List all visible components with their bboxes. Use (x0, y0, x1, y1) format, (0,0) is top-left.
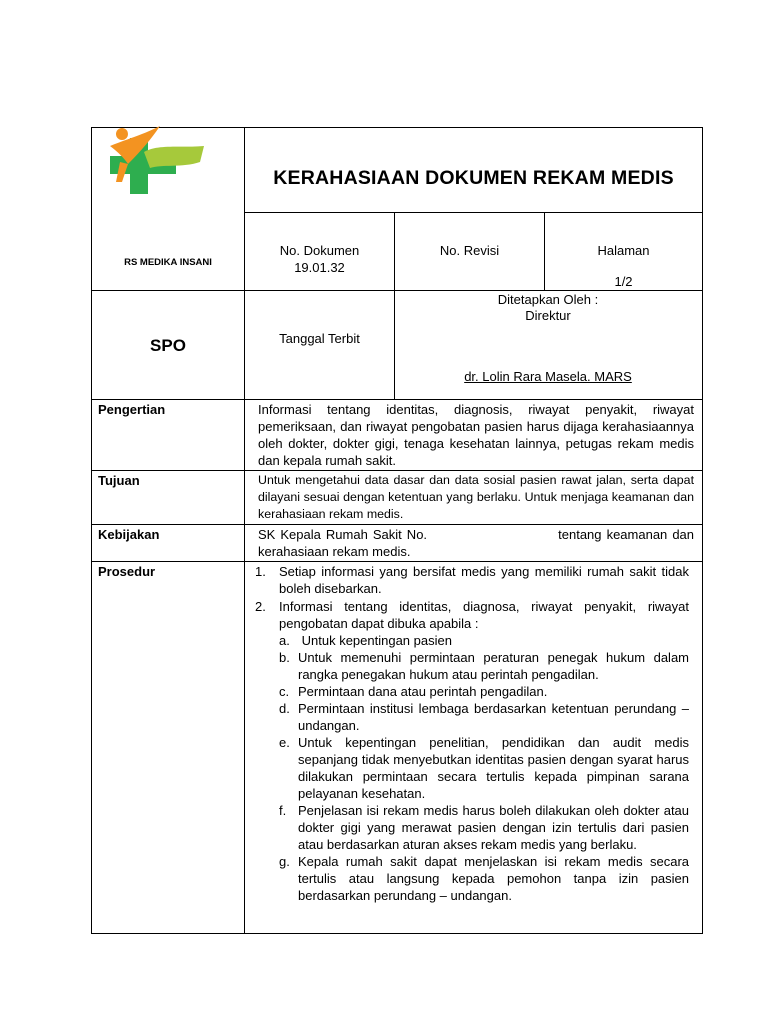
item-number: 2. (255, 599, 266, 614)
prosedur-label: Prosedur (92, 562, 245, 934)
pengertian-label: Pengertian (92, 400, 245, 471)
sub-item (279, 802, 689, 853)
sub-item (279, 632, 689, 649)
ditetapkan-cell (395, 291, 703, 400)
item-text: Setiap informasi yang bersifat medis yang memiliki rumah sakit tidak boleh disebarkan. (279, 564, 690, 596)
no-dokumen-value: 19.01.32 (294, 260, 345, 275)
prosedur-item (255, 598, 689, 904)
spo-label: SPO (150, 336, 186, 355)
sub-item-text: Permintaan dana atau perintah pengadilan. (298, 684, 548, 699)
sub-item-letter: d. (279, 701, 290, 716)
spo-table (91, 127, 703, 934)
sub-item-text: Permintaan institusi lembaga berdasarkan ketentuan perundang – undangan. (298, 701, 690, 733)
document-title: KERAHASIAAN DOKUMEN REKAM MEDIS (273, 167, 674, 189)
sub-item (279, 853, 689, 904)
sub-item-letter: b. (279, 650, 290, 665)
sub-item-text: Untuk kepentingan pasien (298, 633, 452, 648)
sub-item-letter: g. (279, 854, 290, 869)
halaman-value: 1/2 (614, 274, 633, 289)
ditetapkan-role: Direktur (525, 308, 571, 323)
sub-item-letter: f. (279, 803, 287, 818)
sub-item (279, 734, 689, 802)
tujuan-text: Untuk mengetahui data dasar dan data sosial pasien rawat jalan, serta dapat dilayani sesuai dengan ketentuan yang berlaku. Untuk menjaga keamanan dan kerahasiaan rekam medis. (245, 471, 703, 525)
no-revisi-cell (395, 213, 545, 291)
halaman-cell (545, 213, 703, 291)
tanggal-terbit-label: Tanggal Terbit (279, 331, 360, 346)
prosedur-sublist (279, 632, 689, 904)
sub-item-text: Kepala rumah sakit dapat menjelaskan isi rekam medis secara tertulis atau langsung kepada pemohon tanpa izin pasien berdasarkan perundang – undangan. (298, 854, 690, 903)
prosedur-list (255, 563, 689, 904)
title-cell (245, 128, 703, 213)
sub-item-letter: a. (279, 633, 290, 648)
no-dokumen-cell (245, 213, 395, 291)
hospital-name: RS MEDIKA INSANI (124, 257, 212, 268)
sub-item-text: Untuk memenuhi permintaan peraturan penegak hukum dalam rangka penegakan hukum atau perintah pengadilan. (298, 650, 690, 682)
sub-item-text: Penjelasan isi rekam medis harus boleh dilakukan oleh dokter atau dokter gigi yang merawat pasien dengan izin tertulis dari pasien atau berdasarkan aturan akses rekam medis yang berlaku. (298, 803, 690, 852)
sub-item (279, 700, 689, 734)
signatory-name: dr. Lolin Rara Masela. MARS (464, 369, 632, 384)
no-dokumen-label: No. Dokumen (279, 243, 360, 258)
pengertian-text: Informasi tentang identitas, diagnosis, riwayat penyakit, riwayat pemeriksaan, dan riwayat pengobatan pasien harus dijaga kerahasiaannya oleh dokter, dokter gigi, tenaga kesehatan lainnya, petugas rekam medis dan kepala rumah sakit. (245, 400, 703, 471)
no-revisi-label: No. Revisi (439, 243, 500, 258)
sub-item (279, 649, 689, 683)
halaman-label: Halaman (597, 243, 650, 258)
kebijakan-text: SK Kepala Rumah Sakit No. tentang keamanan dan kerahasiaan rekam medis. (245, 525, 703, 562)
hospital-logo-icon (100, 122, 206, 202)
tanggal-terbit-cell (245, 291, 395, 400)
sub-item-letter: c. (279, 684, 290, 699)
sub-item-text: Untuk kepentingan penelitian, pendidikan dan audit medis sepanjang tidak menyebutkan identitas pasien dengan syarat harus dilakukan permintaan secara tertulis kepada pimpinan sarana pelayanan kesehatan. (298, 735, 690, 801)
kebijakan-label: Kebijakan (92, 525, 245, 562)
prosedur-item (255, 563, 689, 597)
tujuan-label: Tujuan (92, 471, 245, 525)
item-text: Informasi tentang identitas, diagnosa, riwayat penyakit, riwayat pengobatan dapat dibuka apabila : (279, 599, 690, 631)
sub-item-letter: e. (279, 735, 290, 750)
ditetapkan-label: Ditetapkan Oleh : (497, 292, 599, 307)
prosedur-cell (245, 562, 703, 934)
item-number: 1. (255, 564, 266, 579)
spo-cell (92, 291, 245, 400)
spo-document (91, 127, 702, 932)
logo-cell (92, 128, 245, 291)
sub-item (279, 683, 689, 700)
